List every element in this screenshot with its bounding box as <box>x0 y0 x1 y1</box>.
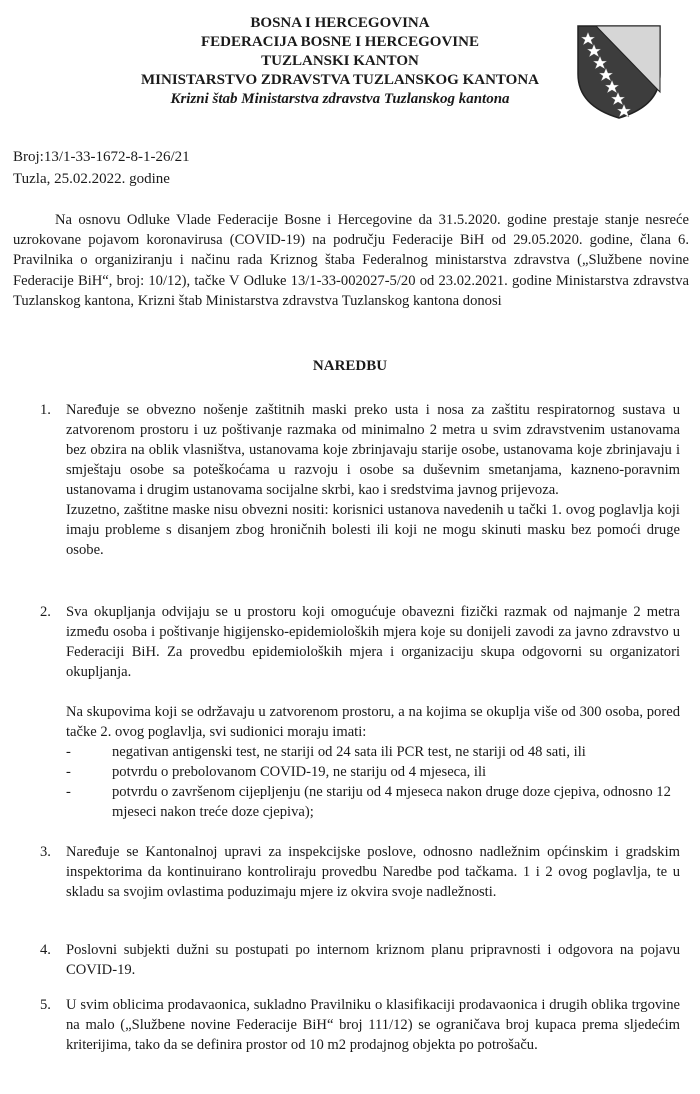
order-title: NAREDBU <box>312 358 388 374</box>
preamble <box>13 210 689 311</box>
item-number: 4. <box>40 942 51 958</box>
item-number: 5. <box>40 997 51 1013</box>
document-number: Broj:13/1-33-1672-8-1-26/21 <box>13 149 190 165</box>
item-number: 2. <box>40 604 51 620</box>
header-crisis-staff: Krizni štab Ministarstva zdravstva Tuzlanskog kantona <box>170 91 510 107</box>
item-paragraph: U svim oblicima prodavaonica, sukladno Pravilniku o klasifikaciji prodavaonica i drugih oblika trgovine na malo („Službene novine Federacije BiH“ broj 111/12) se ograničava broj kupaca prema sljedećim kriterijima, tako da se definira prostor od 10 m2 prodajnog objekta po potrošaču. <box>66 997 680 1053</box>
header-country: BOSNA I HERCEGOVINA <box>250 15 430 31</box>
item-paragraph: Sva okupljanja odvijaju se u prostoru koji omogućuje obavezni fizički razmak od najmanje 2 metra između osoba i poštivanje higijensko-epidemioloških mjera koje su donijeli zavodi za javno zdravstvo u Federaciji BiH. Za provedbu epidemioloških mjera i organizaciju skupa odgovorni su organizatori okupljanja. <box>66 604 680 680</box>
list-item: - potvrdu o prebolovanom COVID-19, ne stariju od 4 mjeseca, ili <box>66 762 680 782</box>
document-header <box>60 14 620 109</box>
item-paragraph: Poslovni subjekti dužni su postupati po internom kriznom planu pripravnosti i odgovora na pojavu COVID-19. <box>66 942 680 978</box>
item-paragraph: Naređuje se obvezno nošenje zaštitnih maski preko usta i nosa za zaštitu respiratornog sustava u zatvorenom prostoru i uz poštivanje razmaka od minimalno 2 metra u svim zdravstvenim ustanovama bez obzira na oblik vlasništva, ustanovama koje zbrinjavaju starije osobe, ustanovama koje zbrinjavaju i smještaju osobe sa poteškoćama u razvoju i osobe sa duševnim smetanjama, kazneno-poravnim ustanovama i drugim ustanovama socijalne skrbi, kao i sredstvima javnog prijevoza. <box>66 402 680 498</box>
order-item-1 <box>40 400 680 560</box>
item-paragraph: Naređuje se Kantonalnoj upravi za inspekcijske poslove, odnosno nadležnim općinskim i gradskim inspektorima da kontinuirano kontroliraju provedbu Naredbe pod tačkama. 1 i 2 ovog poglavlja, te u skladu sa svojim ovlastima poduzimaju mjere iz okvira svoje nadležnosti. <box>66 844 680 900</box>
header-canton: TUZLANSKI KANTON <box>261 53 419 69</box>
requirements-list <box>66 742 680 822</box>
preamble-text: Na osnovu Odluke Vlade Federacije Bosne i Hercegovine da 31.5.2020. godine prestaje stanje nesreće uzrokovane pojavom koronavirusa (COVID-19) na području Federacije BiH od 29.05.2020. godine, člana 6. Pravilnika o organiziranju i načinu rada Kriznog štaba Federalnog ministarstva zdravstva („Službene novine Federacije BiH“, broj: 10/12), tačke V Odluke 13/1-33-002027-5/20 od 23.02.2021. godine Ministarstva zdravstva Tuzlanskog kantona, Krizni štab Ministarstva zdravstva Tuzlanskog kantona donosi <box>13 212 689 309</box>
header-ministry: MINISTARSTVO ZDRAVSTVA TUZLANSKOG KANTONA <box>141 72 539 88</box>
coat-of-arms-icon <box>574 22 664 120</box>
item-number: 3. <box>40 844 51 860</box>
list-item: - potvrdu o završenom cijepljenju (ne stariju od 4 mjeseca nakon druge doze cjepiva, odnosno 12 mjeseci nakon treće doze cjepiva); <box>66 782 680 822</box>
item-paragraph: Izuzetno, zaštitne maske nisu obvezni nositi: korisnici ustanova navedenih u tački 1. ovog poglavlja koji imaju probleme s disanjem zbog hroničnih bolesti ili koji ne mogu skinuti masku bez pomoći druge osobe. <box>66 502 680 558</box>
order-item-2 <box>40 602 680 822</box>
list-item: - negativan antigenski test, ne stariji od 24 sata ili PCR test, ne stariji od 48 sati, ili <box>66 742 680 762</box>
order-item-3 <box>40 842 680 902</box>
document-date: Tuzla, 25.02.2022. godine <box>13 171 170 187</box>
header-federation: FEDERACIJA BOSNE I HERCEGOVINE <box>201 34 479 50</box>
item-number: 1. <box>40 402 51 418</box>
order-item-5 <box>40 995 680 1055</box>
document-meta <box>13 146 190 190</box>
order-item-4 <box>40 940 680 980</box>
item-paragraph: Na skupovima koji se održavaju u zatvorenom prostoru, a na kojima se okuplja više od 300 osoba, pored tačke 2. ovog poglavlja, svi sudionici moraju imati: <box>66 704 680 740</box>
